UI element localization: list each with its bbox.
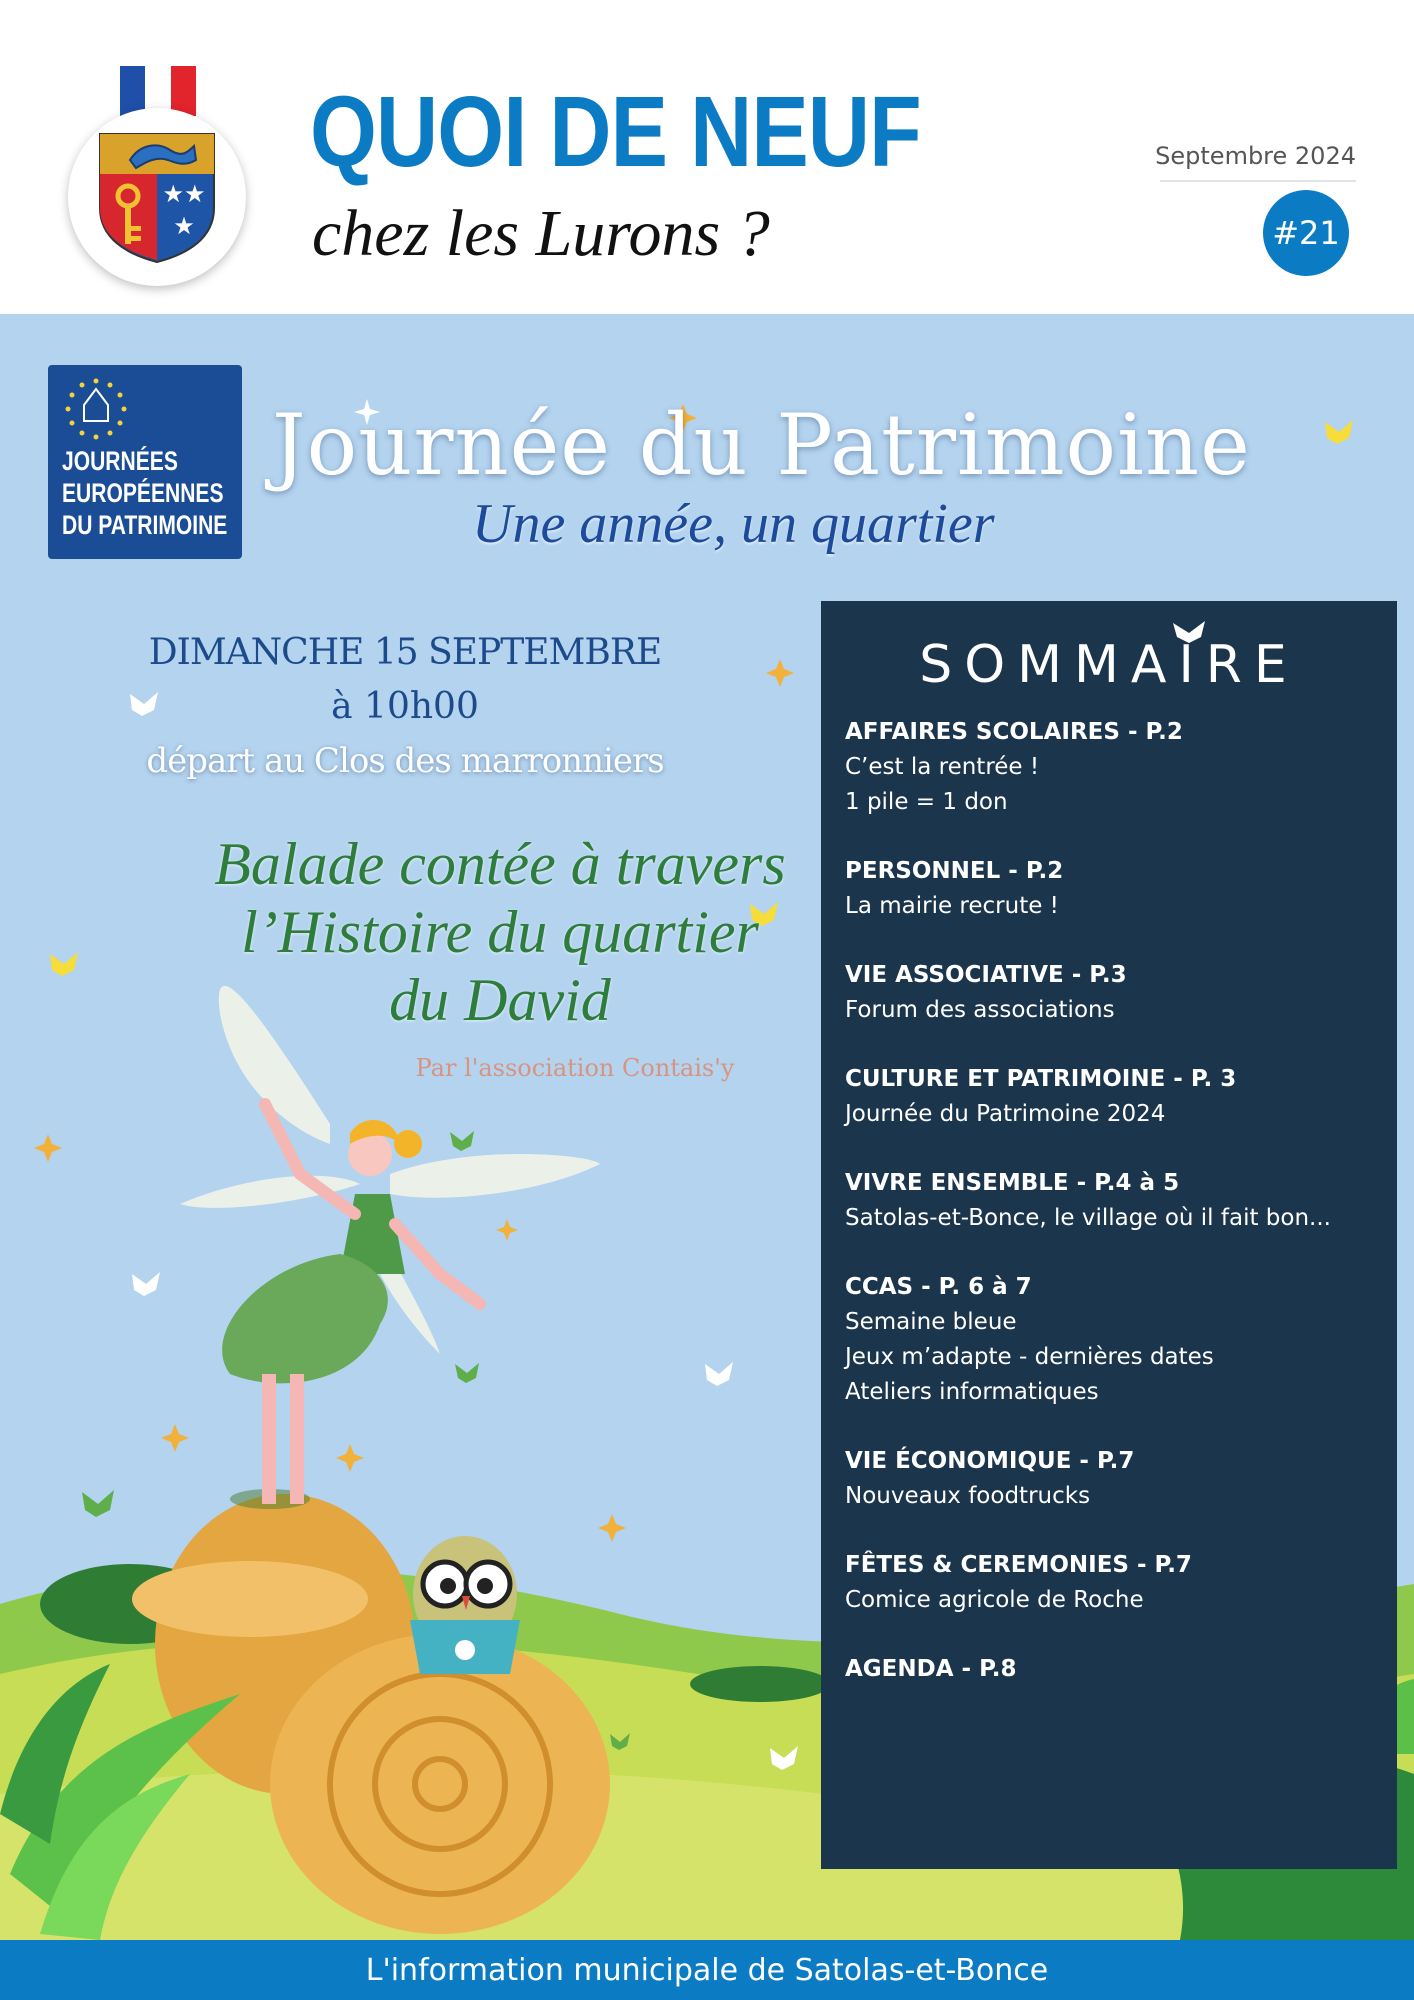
svg-text:★: ★ bbox=[173, 212, 195, 240]
bush bbox=[690, 1666, 830, 1702]
footer-banner: L'information municipale de Satolas-et-Bonce bbox=[0, 1940, 1414, 2000]
toc-section-heading: PERSONNEL - P.2 bbox=[845, 858, 1064, 884]
issue-number-badge: #21 bbox=[1263, 190, 1349, 276]
toc-section-heading: CCAS - P. 6 à 7 bbox=[845, 1274, 1032, 1300]
toc-article-title: 1 pile = 1 don bbox=[845, 789, 1008, 815]
event-tagline: Une année, un quartier bbox=[472, 493, 995, 555]
toc-item bbox=[845, 1062, 1385, 1132]
toc-item bbox=[845, 958, 1385, 1028]
toc-article-title: Comice agricole de Roche bbox=[845, 1587, 1144, 1613]
toc-item bbox=[845, 1444, 1385, 1514]
walk-title bbox=[200, 830, 800, 1034]
issue-date: Septembre 2024 bbox=[1155, 142, 1356, 170]
toc-section-heading: CULTURE ET PATRIMOINE - P. 3 bbox=[845, 1066, 1237, 1092]
walk-title-line: du David bbox=[389, 967, 611, 1033]
jep-line: EUROPÉENNES bbox=[62, 478, 224, 508]
toc-article-title: Jeux m’adapte - dernières dates bbox=[845, 1344, 1214, 1370]
organizer-credit: Par l'association Contais'y bbox=[415, 1054, 735, 1082]
toc-list bbox=[845, 715, 1385, 1721]
toc-section-heading: VIVRE ENSEMBLE - P.4 à 5 bbox=[845, 1170, 1180, 1196]
event-title: Journée du Patrimoine bbox=[272, 396, 1251, 494]
toc-section-heading: FÊTES & CEREMONIES - P.7 bbox=[845, 1552, 1192, 1578]
toc-article-title: Journée du Patrimoine 2024 bbox=[845, 1101, 1166, 1127]
event-meeting-point: départ au Clos des marronniers bbox=[146, 741, 664, 781]
jep-line: DU PATRIMOINE bbox=[62, 510, 228, 540]
divider bbox=[1160, 180, 1356, 182]
owl-reading-illustration bbox=[410, 1536, 520, 1674]
event-date: DIMANCHE 15 SEPTEMBRE bbox=[148, 632, 662, 673]
toc-article-title: La mairie recrute ! bbox=[845, 893, 1059, 919]
toc-article-title: Forum des associations bbox=[845, 997, 1115, 1023]
table-of-contents bbox=[821, 601, 1397, 1869]
jep-logo bbox=[48, 365, 242, 559]
jep-logo-text bbox=[62, 445, 227, 541]
coat-of-arms-icon bbox=[96, 130, 218, 264]
toc-item bbox=[845, 1166, 1385, 1236]
toc-item bbox=[845, 854, 1385, 924]
masthead bbox=[0, 0, 1414, 314]
toc-item bbox=[845, 1548, 1385, 1618]
toc-item bbox=[845, 715, 1385, 820]
toc-article-title: Nouveaux foodtrucks bbox=[845, 1483, 1091, 1509]
toc-item bbox=[845, 1652, 1385, 1687]
newsletter-title: QUOI DE NEUF bbox=[310, 76, 921, 188]
toc-article-title: C’est la rentrée ! bbox=[845, 754, 1040, 780]
jep-line: JOURNÉES bbox=[62, 446, 178, 476]
toc-section-heading: AFFAIRES SCOLAIRES - P.2 bbox=[845, 719, 1183, 745]
cover-poster bbox=[0, 314, 1414, 1940]
walk-title-line: Balade contée à travers bbox=[214, 831, 786, 897]
walk-title-line: l’Histoire du quartier bbox=[241, 899, 759, 965]
town-crest-medallion bbox=[68, 108, 246, 286]
toc-article-title: Semaine bleue bbox=[845, 1309, 1017, 1335]
toc-section-heading: AGENDA - P.8 bbox=[845, 1656, 1017, 1682]
toc-section-heading: VIE ASSOCIATIVE - P.3 bbox=[845, 962, 1127, 988]
toc-item bbox=[845, 1270, 1385, 1410]
toc-article-title: Ateliers informatiques bbox=[845, 1379, 1099, 1405]
newsletter-subtitle: chez les Lurons ? bbox=[312, 197, 770, 270]
toc-section-heading: VIE ÉCONOMIQUE - P.7 bbox=[845, 1448, 1135, 1474]
eu-stars-monument-icon bbox=[62, 375, 130, 443]
toc-article-title: Satolas-et-Bonce, le village où il fait bon... bbox=[845, 1205, 1331, 1231]
event-time: à 10h00 bbox=[331, 686, 479, 727]
toc-title: SOMMAIRE bbox=[919, 635, 1299, 695]
svg-text:★★: ★★ bbox=[162, 180, 206, 208]
